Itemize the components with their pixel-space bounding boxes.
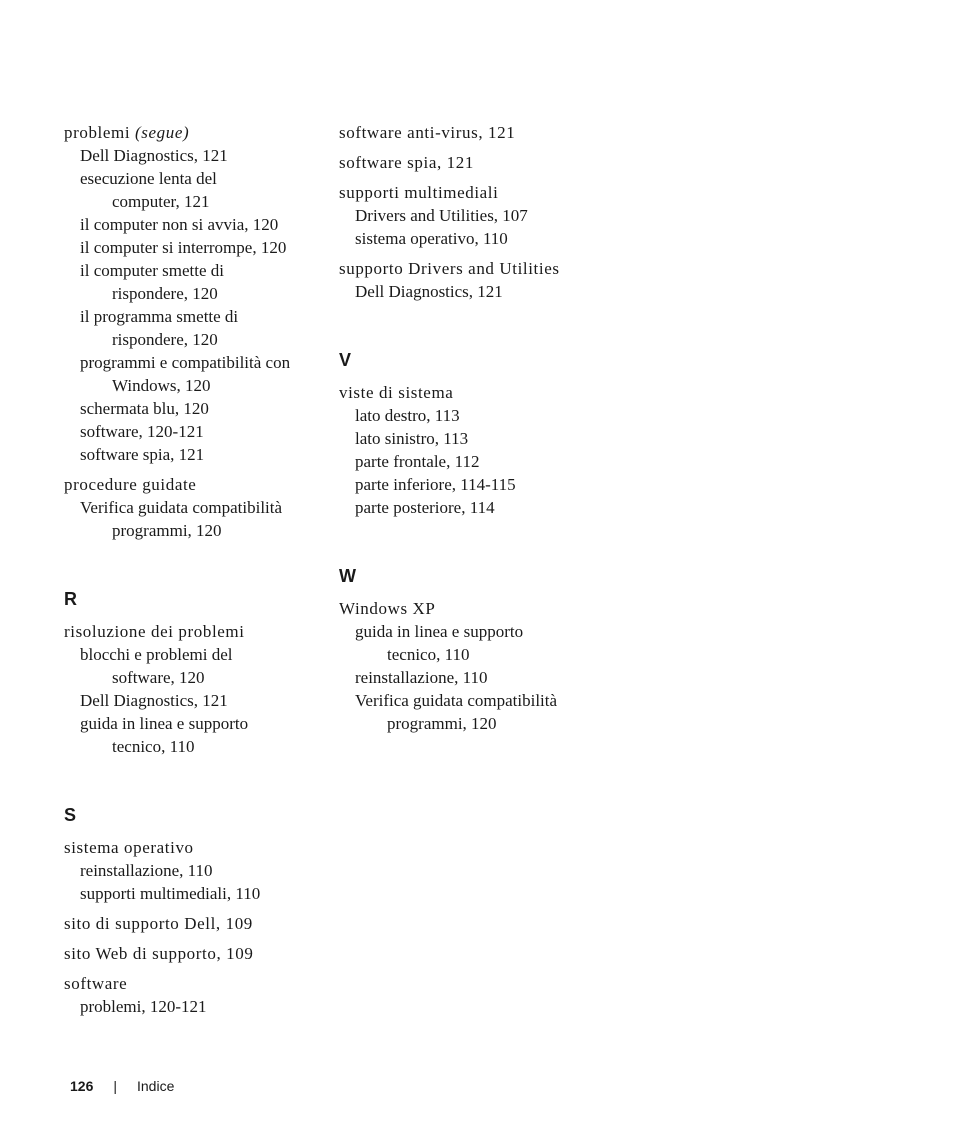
index-entry-software-spia: software spia, 121 xyxy=(339,153,474,172)
section-letter-w: W xyxy=(339,566,356,586)
index-subentry: Verifica guidata compatibilità xyxy=(355,691,558,710)
index-subentry: Dell Diagnostics, 121 xyxy=(80,146,228,165)
index-subentry-continuation: tecnico, 110 xyxy=(387,645,470,664)
index-subentry: guida in linea e supporto xyxy=(80,714,249,733)
index-subentry: il computer smette di xyxy=(80,261,224,280)
index-subentry: guida in linea e supporto xyxy=(355,622,524,641)
index-subentry: Verifica guidata compatibilità xyxy=(80,498,283,517)
index-subentry: il computer non si avvia, 120 xyxy=(80,215,279,234)
index-subentry: programmi e compatibilità con xyxy=(80,353,291,372)
index-subentry: schermata blu, 120 xyxy=(80,399,209,418)
index-entry-sistema: sistema operativo xyxy=(64,838,194,857)
index-subentry: software, 120-121 xyxy=(80,422,204,441)
footer-section-title: Indice xyxy=(137,1078,175,1094)
section-letter-s: S xyxy=(64,805,77,825)
index-entry-viste: viste di sistema xyxy=(339,383,454,402)
index-subentry: Drivers and Utilities, 107 xyxy=(355,206,528,225)
index-entry-procedure: procedure guidate xyxy=(64,475,197,494)
index-subentry: software spia, 121 xyxy=(80,445,205,464)
section-letter-v: V xyxy=(339,350,352,370)
index-subentry-continuation: Windows, 120 xyxy=(112,376,211,395)
index-entry-antivirus: software anti-virus, 121 xyxy=(339,123,516,142)
index-subentry-continuation: programmi, 120 xyxy=(387,714,497,733)
index-subentry-continuation: programmi, 120 xyxy=(112,521,222,540)
index-entry-supporti: supporti multimediali xyxy=(339,183,499,202)
index-subentry: il programma smette di xyxy=(80,307,239,326)
index-entry-problemi xyxy=(64,121,324,144)
index-subentry-continuation: rispondere, 120 xyxy=(112,330,218,349)
index-subentry: supporti multimediali, 110 xyxy=(80,884,261,903)
index-subentry: lato sinistro, 113 xyxy=(355,429,469,448)
page-footer xyxy=(70,1076,174,1096)
index-subentry: sistema operativo, 110 xyxy=(355,229,508,248)
index-subentry: esecuzione lenta del xyxy=(80,169,217,188)
index-entry-windows: Windows XP xyxy=(339,599,436,618)
index-subentry-continuation: computer, 121 xyxy=(112,192,210,211)
index-column-right xyxy=(339,121,599,735)
index-subentry: blocchi e problemi del xyxy=(80,645,233,664)
index-subentry: reinstallazione, 110 xyxy=(355,668,488,687)
index-subentry-continuation: rispondere, 120 xyxy=(112,284,218,303)
index-subentry: reinstallazione, 110 xyxy=(80,861,213,880)
index-entry-sito-web: sito Web di supporto, 109 xyxy=(64,944,254,963)
index-entry-sito-dell: sito di supporto Dell, 109 xyxy=(64,914,253,933)
index-subentry-continuation: tecnico, 110 xyxy=(112,737,195,756)
index-subentry: Dell Diagnostics, 121 xyxy=(80,691,228,710)
index-subentry: parte posteriore, 114 xyxy=(355,498,495,517)
index-subentry: parte frontale, 112 xyxy=(355,452,480,471)
page-number: 126 xyxy=(70,1078,94,1094)
index-subentry: parte inferiore, 114-115 xyxy=(355,475,516,494)
index-subentry: Dell Diagnostics, 121 xyxy=(355,282,503,301)
continued-label: (segue) xyxy=(135,123,190,142)
index-entry-risoluzione: risoluzione dei problemi xyxy=(64,622,245,641)
entry-label: problemi xyxy=(64,123,131,142)
index-subentry-continuation: software, 120 xyxy=(112,668,205,687)
index-subentry: il computer si interrompe, 120 xyxy=(80,238,287,257)
index-entry-supporto: supporto Drivers and Utilities xyxy=(339,259,560,278)
index-subentry: problemi, 120-121 xyxy=(80,997,207,1016)
section-letter-r: R xyxy=(64,589,77,609)
index-column-left xyxy=(64,121,324,1018)
index-entry-software: software xyxy=(64,974,128,993)
footer-separator: | xyxy=(113,1078,117,1094)
index-subentry: lato destro, 113 xyxy=(355,406,460,425)
